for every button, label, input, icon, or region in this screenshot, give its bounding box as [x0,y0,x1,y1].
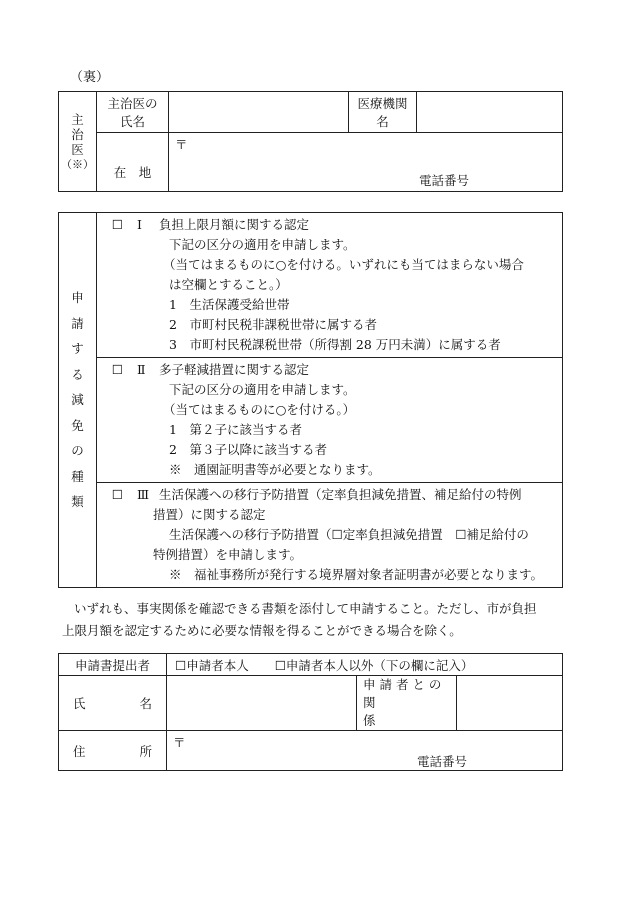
side-char: 類 [71,494,84,510]
option-3-number: Ⅲ [137,487,150,502]
physician-name-label [97,92,169,133]
label-line: 医療機関 [357,96,408,111]
option-1-line: 1 生活保護受給世帯 [169,297,290,312]
label-line: 係 [363,713,376,728]
option-1-line: 下記の区分の適用を申請します。 [169,237,356,252]
side-char: の [71,443,84,459]
option-2-line: （当てはまるものに○を付ける。） [163,402,356,417]
address-label [59,731,167,771]
option-2-line: 2 第３子以降に該当する者 [169,442,327,457]
option-1-number: Ⅰ [137,217,142,232]
label-line: 氏名 [119,114,145,129]
instructions-note [62,598,562,642]
side-char: 免 [71,417,84,433]
institution-field[interactable] [417,92,563,133]
option-3-checkbox[interactable]: ☐ [111,487,123,502]
postal-mark: 〒 [173,735,186,750]
side-char: す [71,341,84,357]
phone-label: 電話番号 [419,173,470,188]
submitter-label: 申請書提出者 [59,654,167,676]
label-line: 名 [376,114,389,129]
submitter-address-field[interactable] [167,731,563,771]
label-line: 申 請 者 と の 関 [363,677,442,710]
option-3-line: ※ 福祉事務所が発行する境界層対象者証明書が必要となります。 [169,567,544,582]
option-3-line: 生活保護への移行予防措置（☐定率負担減免措置 ☐補足給付の [169,527,529,542]
side-char: 種 [71,468,84,484]
option-1 [97,213,563,358]
institution-label [349,92,417,133]
relation-field[interactable] [457,676,563,731]
physician-side-label [59,92,97,192]
side-char: 申 [71,290,84,306]
submitter-options [167,654,563,676]
side-char: 減 [71,392,84,408]
submitter-table [58,653,563,771]
physician-table [58,91,563,192]
option-3 [97,483,563,588]
note-line: いずれも、事実関係を確認できる書類を添付して申請すること。ただし、市が負担 [74,601,537,616]
note-line: 上限月額を認定するために必要な情報を得ることができる場合を除く。 [62,623,462,638]
option-self-checkbox[interactable]: ☐申請者本人 [175,657,249,673]
option-2-number: Ⅱ [137,362,146,377]
side-char: 治 [71,126,84,142]
option-1-line: 2 市町村民税非課税世帯に属する者 [169,317,377,332]
option-2 [97,358,563,483]
option-2-line: 下記の区分の適用を申請します。 [169,382,356,397]
physician-address-field[interactable] [169,133,563,192]
physician-name-field[interactable] [169,92,349,133]
option-2-line: ※ 通園証明書等が必要となります。 [169,462,381,477]
option-1-line: （当てはまるものに○を付ける。いずれにも当てはまらない場合 [163,257,524,272]
option-3-title: 生活保護への移行予防措置（定率負担減免措置、補足給付の特例 [159,487,522,502]
label-char: 住 [73,743,86,759]
side-char: （※） [61,157,94,171]
label-char: 名 [139,696,152,711]
option-3-line: 特例措置）を申請します。 [153,547,303,562]
side-char: 医 [71,141,84,157]
phone-label: 電話番号 [417,754,468,769]
label-char: 所 [139,743,152,759]
option-1-line: は空欄とすること。） [169,277,288,292]
relation-label [357,676,457,731]
side-char: 主 [71,111,84,127]
option-1-title: 負担上限月額に関する認定 [159,217,310,232]
address-label: 在 地 [97,133,169,192]
option-1-checkbox[interactable]: ☐ [111,217,123,232]
label-line: 主治医の [107,96,158,111]
side-char: る [71,366,84,382]
label-char: 氏 [73,696,86,711]
option-2-title: 多子軽減措置に関する認定 [159,362,310,377]
name-label [59,676,167,731]
option-1-line: 3 市町村民税課税世帯（所得割 28 万円未満）に属する者 [169,337,501,352]
option-other-checkbox[interactable]: ☐申請者本人以外（下の欄に記入） [274,657,474,673]
side-char: 請 [71,315,84,331]
option-3-line: 措置）に関する認定 [153,507,266,522]
option-2-line: 1 第２子に該当する者 [169,422,302,437]
reduction-type-table [58,212,563,588]
reduction-side-label [59,213,97,588]
option-2-checkbox[interactable]: ☐ [111,362,123,377]
submitter-name-field[interactable] [167,676,357,731]
page-side-label: （裏） [70,70,110,85]
postal-mark: 〒 [175,137,188,152]
